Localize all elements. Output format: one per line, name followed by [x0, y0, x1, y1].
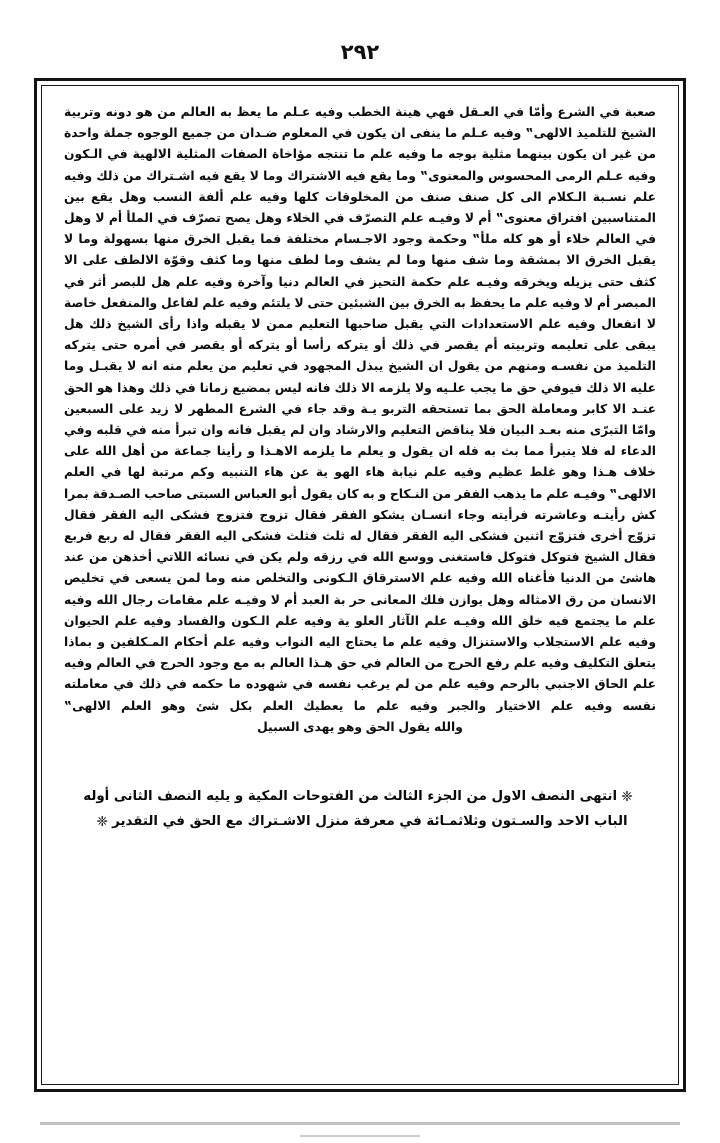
floral-ornament-icon: ❈: [621, 789, 633, 806]
body-text: [64, 102, 656, 738]
colophon-text-1: انتهى النصف الاول من الجزء الثالث من الفتوحات المكية و يليه النصف الثانى أوله: [83, 789, 618, 805]
page-number: ٢٩٢: [340, 40, 380, 64]
page-border-frame: [34, 78, 686, 1092]
paragraph-closing: والله يقول الحق وهو يهدى السبيل: [257, 719, 463, 734]
paragraph-main: صعبة في الشرع وأمّا في العـقل فهي هينة الخطب وفيه عـلم ما يعظ به العالم من هو دونه وتربية الشيخ للتلميذ الالهى‟ وفيه عـلم ما ينفى ان يكون في المعلوم ضـدان من جميع الوجوه جملة واحدة من غير ان يكون بينهما مثلية بوجه ما وفيه علم ما تنتجه مؤاخاة الصفات المثلية الالهية في الـكون وفيه عـلم الرمى المحسوس والمعنوى‟ وما يقع فيه الاشتراك وما لا يقع فيه اشـتراك من ذلك وفيه علم نسـبة الـكلام الى كل صنف صنف من المخلوقات كلها وفيه علم ألفة النسب وهل يقع بين المتناسبين افتراق معنوى‟ أم لا وفيـه علم التصرّف في الخلاء وهل يصح تصرّف في الملأ أم لا وهل في العالم خلاء أو هو كله ملأ‟ وحكمة وجود الاجـسام مختلفة فما يقبل الخرق منها بسهولة وما لا يقبل الخرق الا بمشقة وما شف منها وما لم يشف وما لطف منها وما كثف وقوّة الالطف على الا كثف حتى يزيله ويخرقه وفيـه علم حكمة التحيز في العالم دنيا وآخرة وفيه علم هل للبصر أثر في المبصر أم لا وفيه علم ما يحفظ به الخرق بين الشبئين حتى لا يلتئم وفيه علم لفاعل والمنفعل خاصة لا انفعال وفيه علم الاستعدادات التي يقبل صاحبها التعليم ممن لا يقبله واذا رأى الشيخ ذلك هل يبقى على تعليمه وتربيته أم يقصر في ذلك أو يتركه رأسا أو يتركه أو يقصر في أمره حتى يتركه التلميذ من نفسـه ومنهم من يقول ان الشيخ يبذل المجهود في تعليم من يعلم منه انه لا يقبـل وما عليه الا ذلك فيوفي حق ما يجب علـيه ولا يلزمه الا ذلك فانه ليس بمضيع زمانا في ذلك وهذا هو الحق عنـد الا كابر ومعاملة الحق بما تستحقه التربو يـة وقد جاء في الشرع المطهر لا زيد على السبعين وامّا التبرّى منه بعـد البيان فلا يناقض التعليم والارشاد وان لم يقبل فانه وان تبرأ منه في قلبه وفي الدعاء له فلا يتبرأ مما بث به فله ان يقول و يعلم ما يلزمه الاهـذا و رأينا جماعة من أهل الله على خلاف هـذا وهو غلط عظيم وفيه علم نيابة هاء الهو ية عن هاء التنبيه وكم مرتبة لها في العلم الالهى‟ وفيـه علم ما يذهب الفقر من النـكاح و به كان يقول أبو العباس السبتى صاحب الصـدقة بمرا كش رأيتـه وعاشرته فرأيته وجاء انسـان يشكو الفقر فقال تزوج فتزوج فشكى اليه الفقر فقال تزوّج أخرى فتزوّج اثنين فشكى اليه الفقر فقال له ثلث فثلث فشكى اليه الفقر فقال له ربع فربع فقال الشيخ فتوكل فتوكل فاستغنى ووسع الله في رزقه ولم يكن في نسائه اللاتي أخذهن من عند هاشئ من الدنيا فأغناه الله وفيه علم الاسترقاق الـكونى والتخلص منه وما لمن يسعى في تخليص الانسان من رق الامثاله وهل يوازن فلك المعانى حر بة العبد أم لا وفيـه علم مقامات رجال الله وفيه علم ما يجتمع فيه خلق الله وفيـه علم الآثار العلو ية وفيه علم الـكون والفساد وفيه علم الحيوان وفيه علم الاستجلاب والاستنزال وفيه علم ما يحتاج اليه النواب وفيه علم أحكام المـكلفين و بماذا يتعلق التكليف وفيه علم رفع الحرج من العالم في حق هـذا العالم به مع وجود الحرج في العالم وفيه علم الحاق الاجنبي بالرحم وفيه علم من لم يرغب نفسه في شهوده ما حكمه في ذلك في معاملته نفسه وفيه علم الاختيار والجبر وفيه علم ما يعطيك العلم بكل شئ وهو العلم الالهى‟: [64, 105, 656, 713]
page-border-inner-rule: [41, 85, 679, 1085]
colophon-line-2: [64, 809, 656, 834]
colophon: [64, 784, 656, 834]
colophon-text-2: الباب الاحد والسـتون وثلاثمـائة في معرفة منزل الاشـتراك مع الحق في التقدير: [112, 814, 628, 830]
floral-ornament-end-icon: ❈: [96, 814, 109, 831]
colophon-line-1: [64, 784, 656, 809]
scan-edge-artifact-secondary: [300, 1135, 420, 1137]
text-column: [54, 98, 666, 1072]
scan-edge-artifact: [40, 1122, 680, 1125]
